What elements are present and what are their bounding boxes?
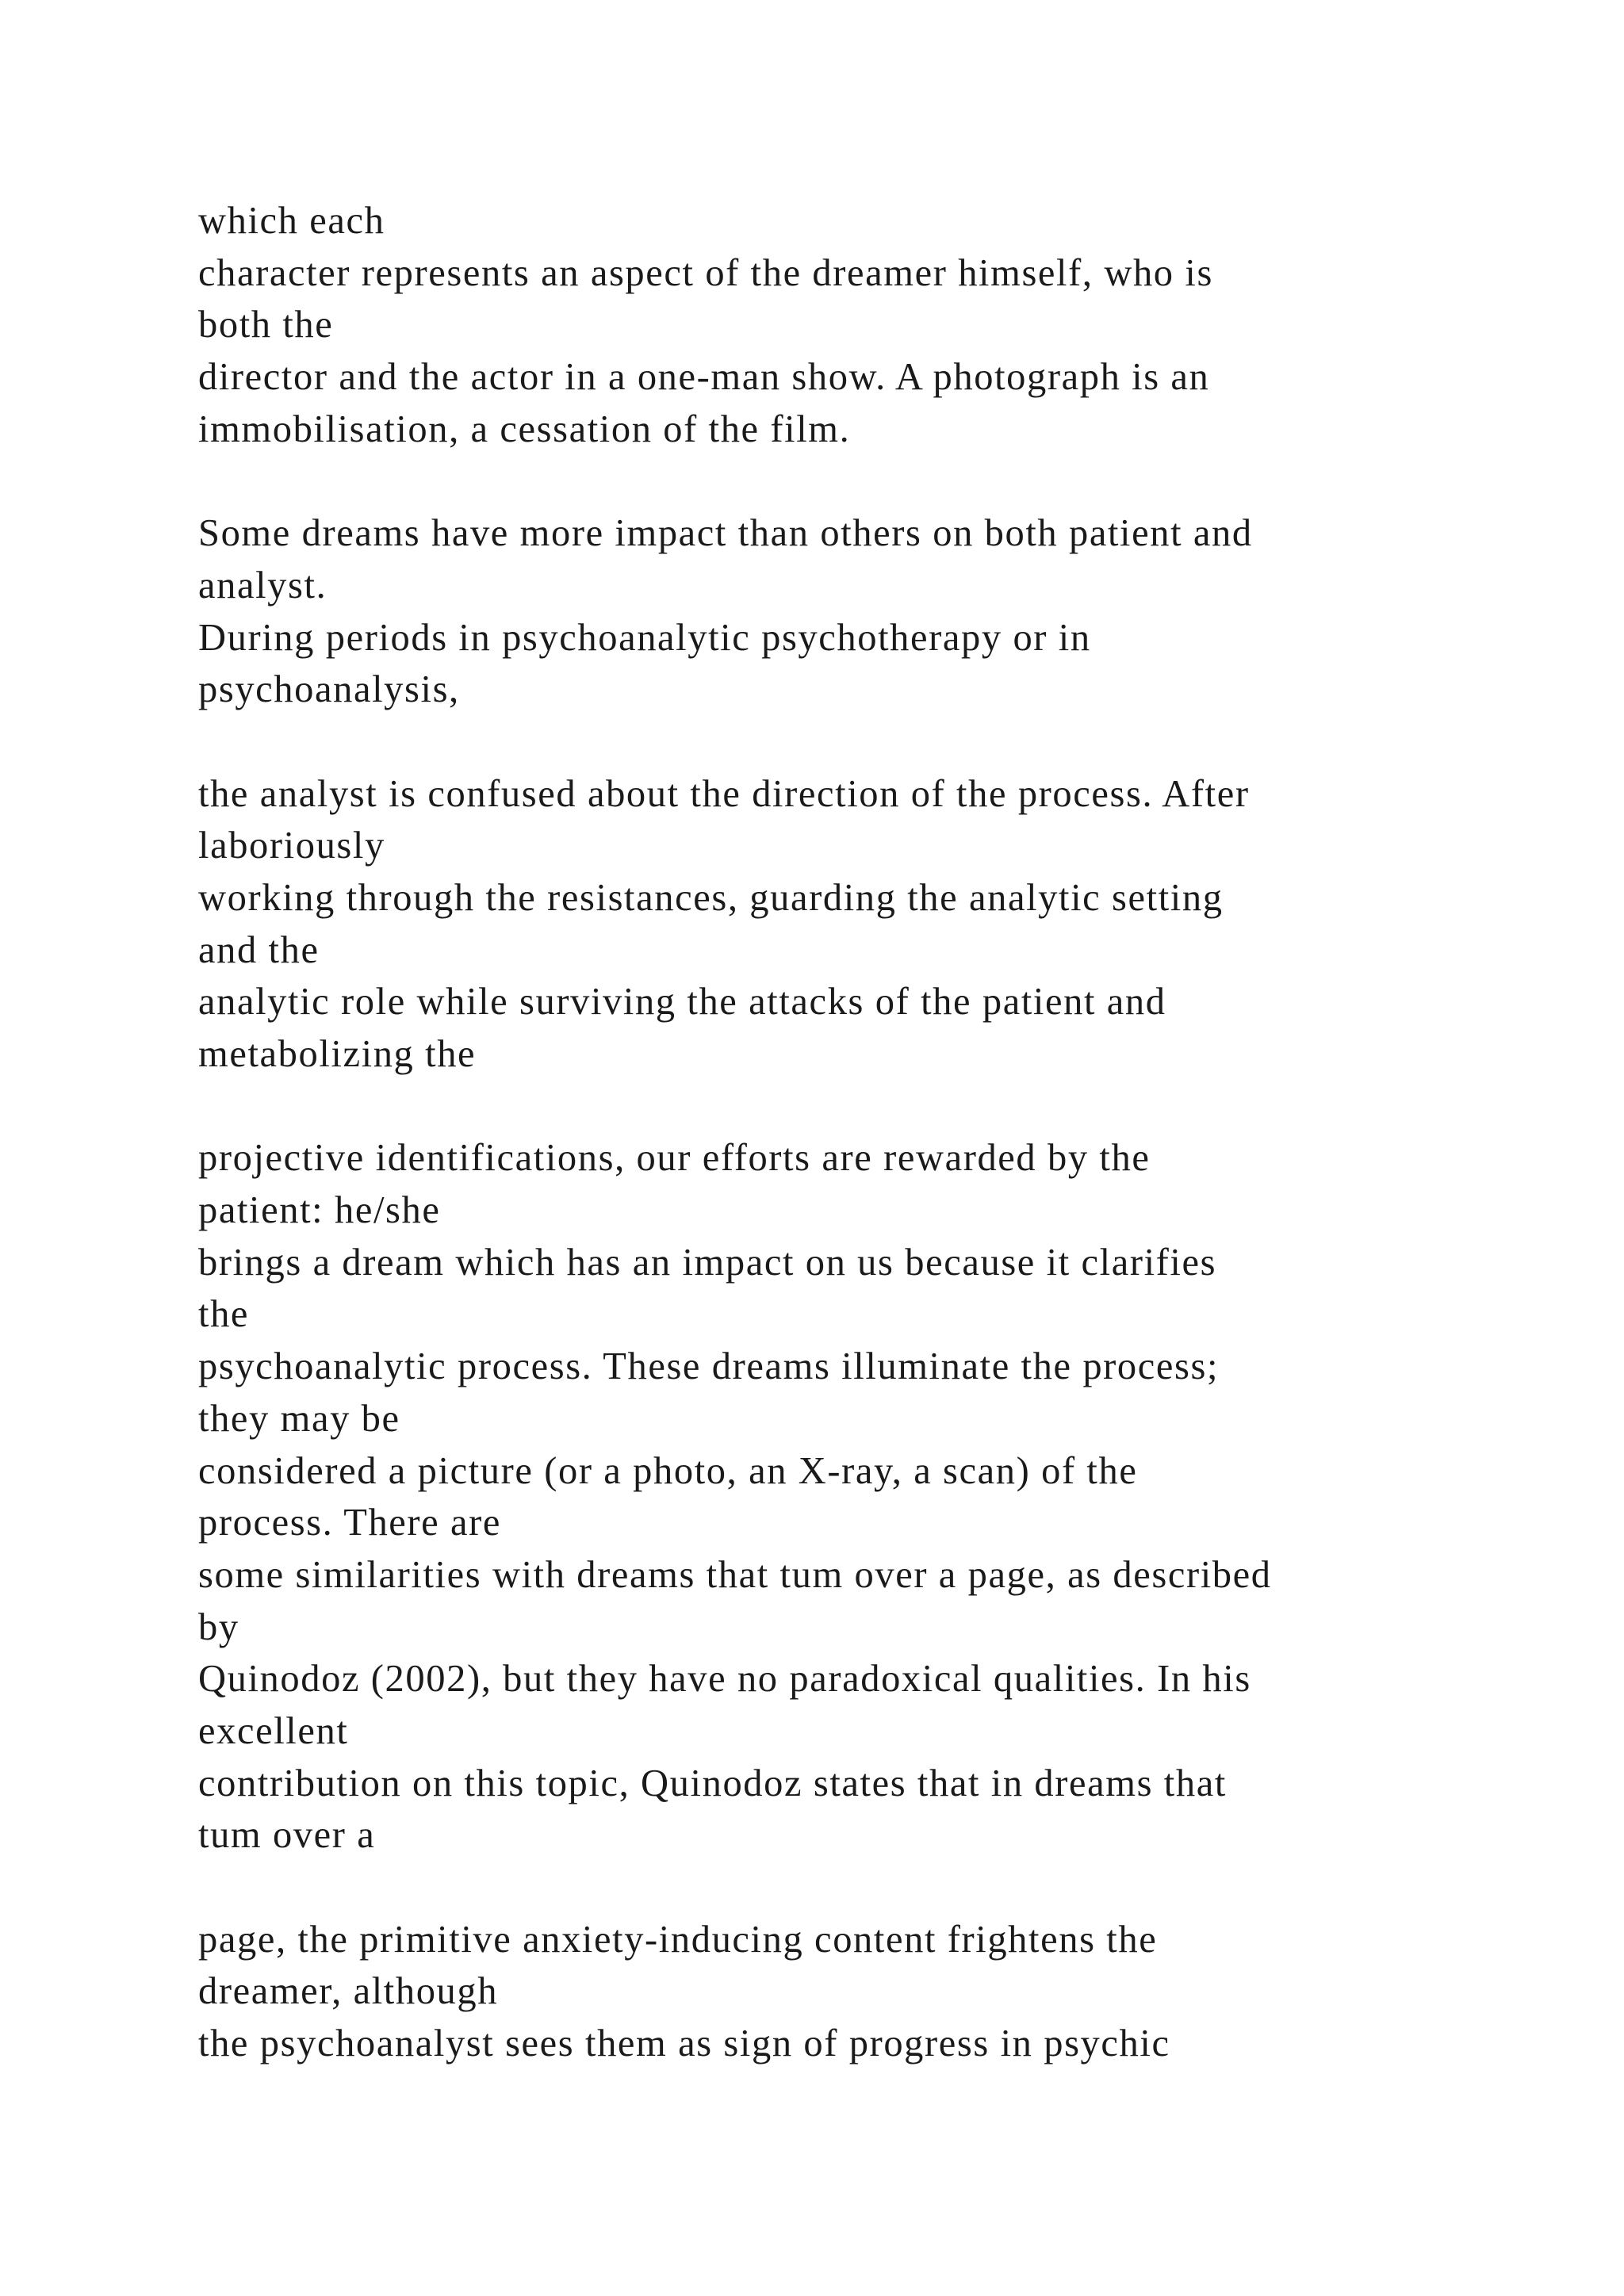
text-line: analyst. [198,564,327,607]
text-line: patient: he/she [198,1189,441,1232]
text-line: working through the resistances, guarding the analytic setting [198,876,1224,919]
text-line: some similarities with dreams that tum over a page, as described [198,1553,1272,1596]
text-line: by [198,1605,239,1648]
text-line: brings a dream which has an impact on us because it clarifies [198,1241,1217,1284]
text-line: During periods in psychoanalytic psychotherapy or in [198,616,1091,659]
text-line: immobilisation, a cessation of the film. [198,408,851,450]
text-line: character represents an aspect of the dreamer himself, who is [198,251,1213,294]
text-line: psychoanalysis, [198,668,460,711]
text-line: the analyst is confused about the direction of the process. After [198,772,1250,815]
text-line: both the [198,304,334,346]
text-line: page, the primitive anxiety-inducing content frightens the [198,1918,1158,1961]
text-line: excellent [198,1709,349,1752]
text-line: director and the actor in a one-man show. A photograph is an [198,356,1210,399]
body-text [198,195,1546,2070]
text-line: projective identifications, our efforts are rewarded by the [198,1137,1151,1180]
text-line: considered a picture (or a photo, an X-ray, a scan) of the [198,1449,1138,1492]
text-line: contribution on this topic, Quinodoz states that in dreams that [198,1762,1227,1804]
paragraph-gap [198,1862,1546,1914]
paragraph-gap [198,1081,1546,1133]
text-line: Some dreams have more impact than others on both patient and [198,512,1253,555]
text-line: dreamer, although [198,1970,499,2013]
text-line: which each [198,200,385,242]
text-line: the psychoanalyst sees them as sign of progress in psychic [198,2022,1170,2065]
text-line: they may be [198,1397,400,1440]
paragraph-gap [198,716,1546,768]
text-line: process. There are [198,1502,502,1544]
paragraph-gap [198,455,1546,507]
text-line: the [198,1293,250,1336]
text-line: and the [198,928,320,971]
text-line: psychoanalytic process. These dreams illuminate the process; [198,1345,1220,1388]
text-line: metabolizing the [198,1033,477,1075]
text-line: analytic role while surviving the attacks of the patient and [198,981,1166,1024]
text-line: tum over a [198,1814,376,1857]
text-line: Quinodoz (2002), but they have no paradoxical qualities. In his [198,1658,1251,1701]
text-line: laboriously [198,825,385,867]
